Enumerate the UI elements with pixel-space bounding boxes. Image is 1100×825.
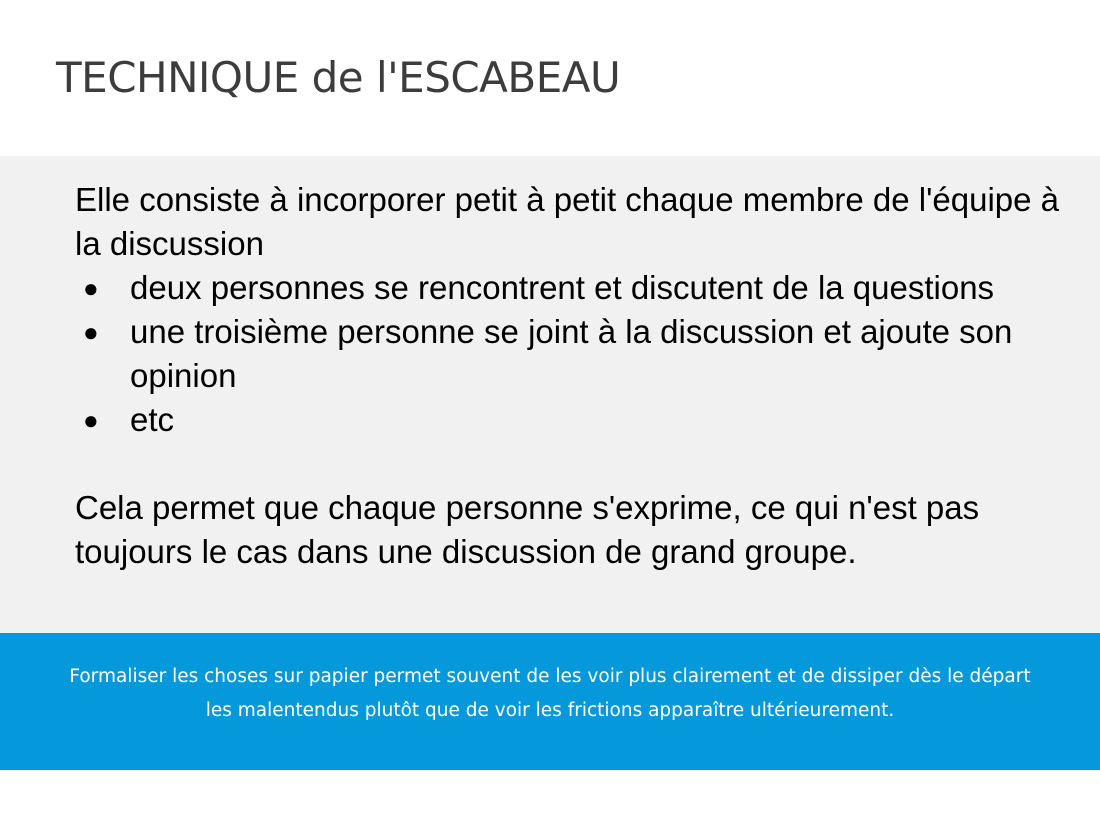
paragraph-spacer bbox=[75, 442, 1065, 486]
intro-paragraph: Elle consiste à incorporer petit à petit chaque membre de l'équipe à la discussion bbox=[75, 181, 1060, 262]
bullet-list bbox=[75, 266, 1065, 442]
list-item-text: etc bbox=[130, 401, 175, 438]
conclusion-paragraph: Cela permet que chaque personne s'exprime, ce qui n'est pas toujours le cas dans une discussion de grand groupe. bbox=[75, 489, 980, 570]
bullet-icon: ● bbox=[83, 273, 99, 303]
bullet-icon: ● bbox=[83, 317, 99, 347]
list-item bbox=[75, 398, 1065, 442]
bullet-icon: ● bbox=[83, 405, 99, 435]
list-item-text: une troisième personne se joint à la discussion et ajoute son opinion bbox=[130, 313, 1013, 394]
list-item-text: deux personnes se rencontrent et discutent de la questions bbox=[130, 269, 995, 306]
footer-band bbox=[0, 633, 1100, 770]
list-item bbox=[75, 310, 1065, 398]
content-body bbox=[75, 178, 1065, 574]
slide-title: TECHNIQUE de l'ESCABEAU bbox=[56, 53, 621, 102]
list-item bbox=[75, 266, 1065, 310]
footer-text: Formaliser les choses sur papier permet souvent de les voir plus clairement et de dissiper dès le départ les malentendus plutôt que de voir les frictions apparaître ultérieurement. bbox=[69, 666, 1031, 721]
